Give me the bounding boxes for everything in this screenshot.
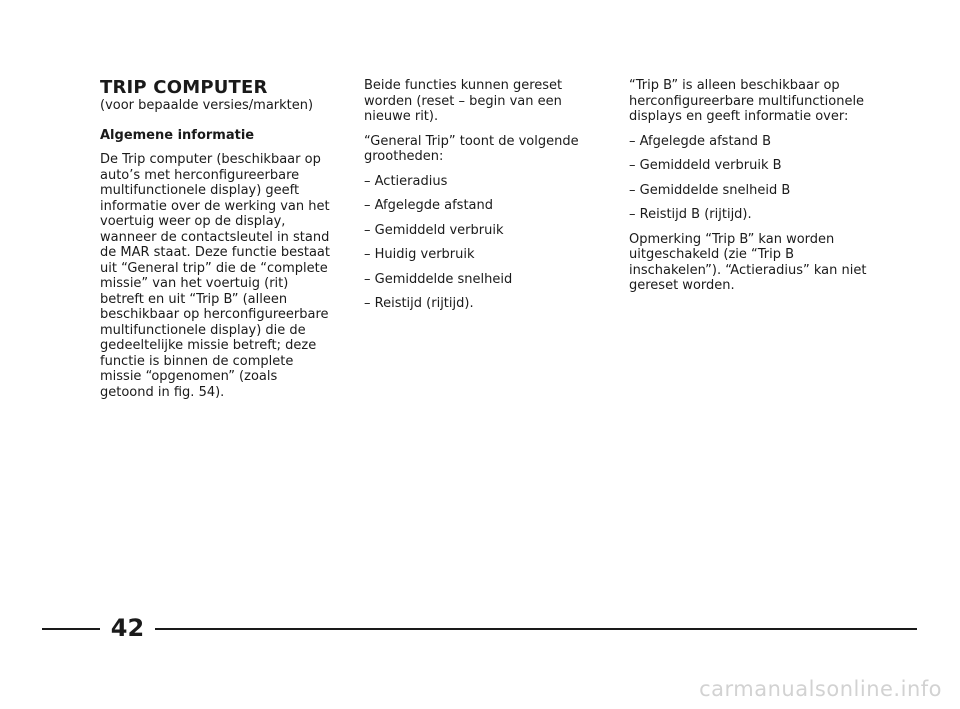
reset-paragraph: Beide functies kunnen gereset worden (reset – begin van een nieuwe rit). [364,78,563,124]
column-3 [629,78,869,303]
list-item: – Gemiddelde snelheid B [629,182,791,198]
body-paragraph: De Trip computer (beschikbaar op auto’s met herconfigureerbare multifunctionele display) geeft informatie over de werking van het voertuig weer op de display, wanneer de contactsleutel in stand de MAR staat. Deze functie bestaat uit “General trip” die de “complete missie” van het voertuig (rit) betreft en uit “Trip B” (alleen beschikbaar op herconfigureerbare multifunctionele display) die de gedeeltelijke missie betreft; deze functie is binnen de complete missie “opgenomen” (zoals getoond in fig. 54). [100,152,330,400]
list-item: – Huidig verbruik [364,247,475,262]
subsection-heading: Algemene informatie [100,127,255,143]
list-item: – Actieradius [364,173,448,189]
watermark: carmanualsonline.info [699,677,942,701]
note-paragraph: Opmerking “Trip B” kan worden uitgeschakeld (zie “Trip B inschakelen”). “Actieradius” kan niet gereset worden. [629,231,867,293]
list-item: – Gemiddeld verbruik B [629,158,782,173]
trip-b-intro: “Trip B” is alleen beschikbaar op herconfigureerbare multifunctionele displays en geeft informatie over: [629,78,865,124]
section-subtitle: (voor bepaalde versies/markten) [100,98,314,113]
general-trip-intro: “General Trip” toont de volgende grootheden: [364,133,579,164]
list-item: – Reistijd (rijtijd). [364,296,474,311]
section-title: TRIP COMPUTER [100,77,268,98]
list-item: – Gemiddelde snelheid [364,271,513,287]
footer-rule-right [155,628,917,630]
page-number: 42 [110,614,145,642]
column-2 [364,78,599,321]
list-item: – Reistijd B (rijtijd). [629,207,752,222]
footer-rule-left [42,628,100,630]
list-item: – Gemiddeld verbruik [364,222,504,238]
column-1 [100,78,335,409]
list-item: – Afgelegde afstand [364,198,494,213]
list-item: – Afgelegde afstand B [629,133,772,149]
